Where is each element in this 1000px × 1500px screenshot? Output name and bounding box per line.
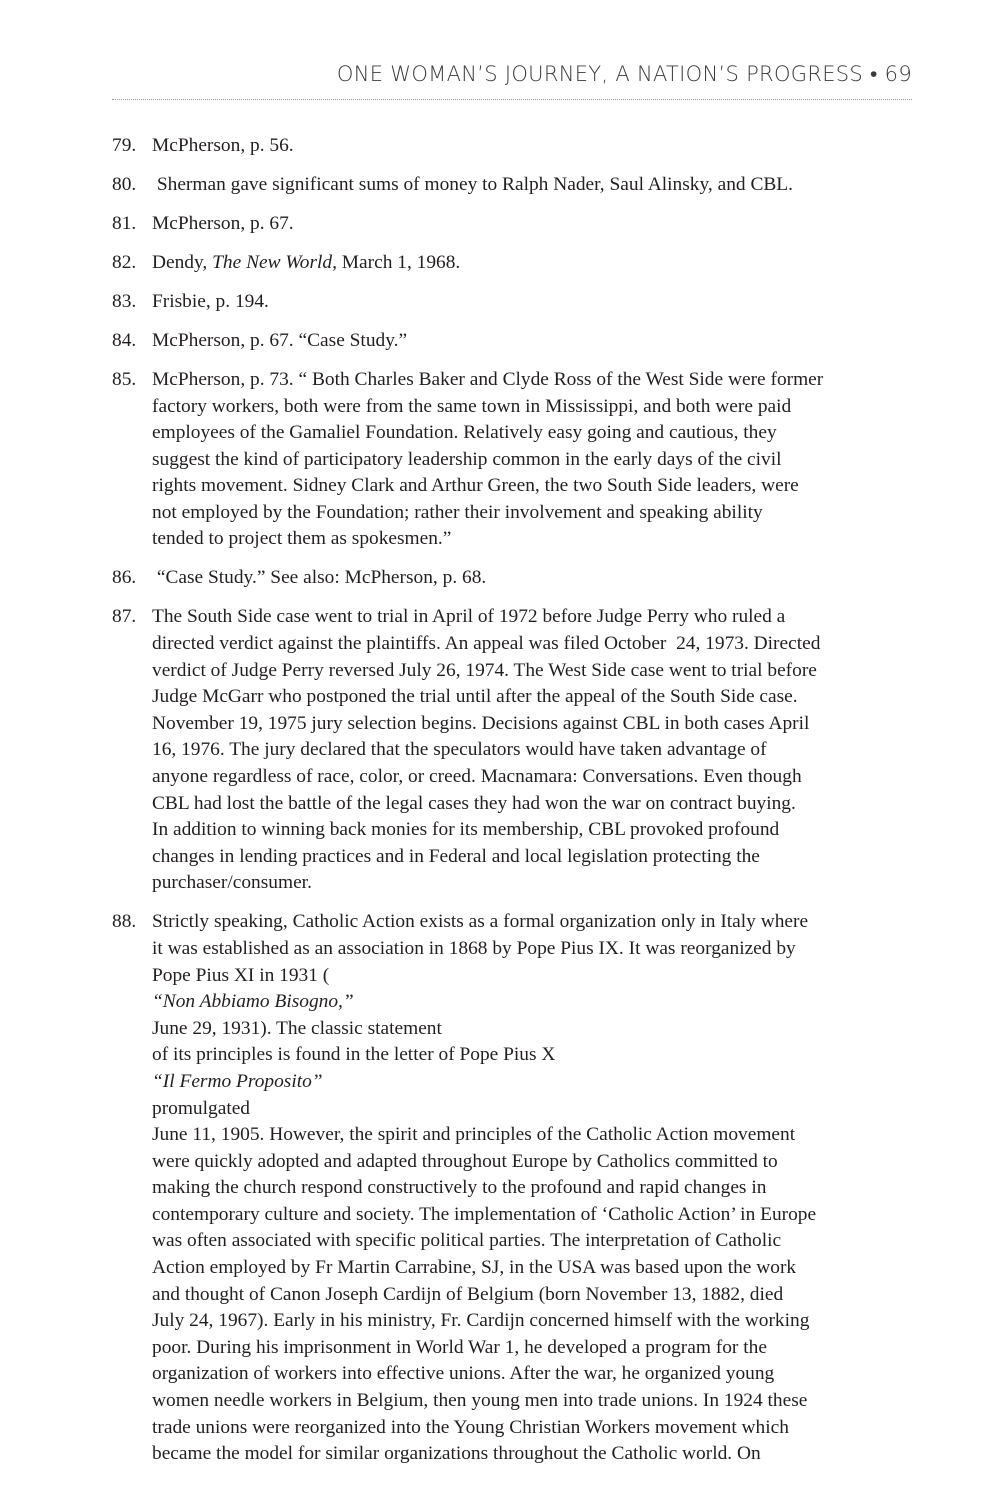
endnote-line: Judge McGarr who postponed the trial until after the appeal of the South Side case. [152, 686, 798, 708]
text-run: July 24, 1967). Early in his ministry, Fr. Cardijn concerned himself with the working [152, 1310, 810, 1332]
endnote-line [152, 1202, 912, 1229]
italic-title-run: “Il Fermo Proposito” [152, 1070, 323, 1092]
endnote-number: 82. [112, 251, 137, 273]
endnote-line [152, 1282, 912, 1309]
endnote-line: anyone regardless of race, color, or creed. Macnamara: Conversations. Even though [152, 766, 802, 787]
endnote-number: 88. [112, 911, 137, 933]
endnote-line: directed verdict against the plaintiffs. An appeal was filed October 24, 1973. Directed [152, 633, 821, 655]
endnote-84 [112, 328, 912, 355]
endnote-line: CBL had lost the battle of the legal cases they had won the war on contract buying. [152, 792, 796, 814]
endnote-line: employees of the Gamaliel Foundation. Relatively easy going and cautious, they [152, 422, 777, 444]
endnote-text: McPherson, p. 67. “Case Study.” [152, 329, 408, 351]
text-run: became the model for similar organizations throughout the Catholic world. On [152, 1443, 761, 1465]
endnote-text [152, 604, 912, 897]
text-run: promulgated [152, 1097, 251, 1119]
endnote-number: 80. [112, 173, 137, 195]
endnote-83 [112, 289, 912, 316]
text-run: making the church respond constructively to the profound and rapid changes in [152, 1177, 767, 1199]
text-run: it was established as an association in 1868 by Pope Pius IX. It was reorganized by [152, 937, 796, 959]
endnote-text: Frisbie, p. 194. [152, 290, 269, 312]
endnote-line [152, 1335, 912, 1362]
endnote-text: Sherman gave significant sums of money to Ralph Nader, Saul Alinsky, and CBL. [152, 173, 793, 195]
endnote-82 [112, 250, 912, 277]
endnote-line: verdict of Judge Perry reversed July 26, 1974. The West Side case went to trial before [152, 659, 817, 681]
endnote-line: rights movement. Sidney Clark and Arthur Green, the two South Side leaders, were [152, 475, 799, 497]
text-run: and thought of Canon Joseph Cardijn of Belgium (born November 13, 1882, died [152, 1283, 784, 1305]
endnote-line [152, 1149, 912, 1176]
endnote-number: 84. [112, 329, 137, 351]
endnote-line: changes in lending practices and in Federal and local legislation protecting the [152, 845, 760, 867]
italic-title-run: “Non Abbiamo Bisogno,” [152, 991, 354, 1013]
text-run: of its principles is found in the letter of Pope Pius X [152, 1044, 556, 1066]
endnotes-list [112, 133, 912, 1480]
text-run: women needle workers in Belgium, then young men into trade unions. In 1924 these [152, 1390, 808, 1412]
citation-author: Dendy, [152, 251, 213, 273]
endnote-80 [112, 172, 912, 199]
endnote-line [152, 963, 912, 1043]
text-run: June 29, 1931). The classic statement [152, 1017, 442, 1039]
endnote-86 [112, 565, 912, 592]
endnote-line: factory workers, both were from the same town in Mississippi, and both were paid [152, 395, 792, 417]
endnote-number: 81. [112, 212, 137, 234]
endnote-number: 86. [112, 567, 137, 589]
endnote-text: “Case Study.” See also: McPherson, p. 68. [152, 567, 487, 589]
endnote-number: 87. [112, 606, 137, 628]
endnote-line [152, 1388, 912, 1415]
text-run: contemporary culture and society. The implementation of ‘Catholic Action’ in Europe [152, 1203, 817, 1225]
endnote-line [152, 1361, 912, 1388]
text-run: poor. During his imprisonment in World War 1, he developed a program for the [152, 1336, 767, 1358]
endnote-line: 16, 1976. The jury declared that the speculators would have taken advantage of [152, 739, 767, 761]
endnote-number: 83. [112, 290, 137, 312]
endnote-87 [112, 604, 912, 897]
endnote-line [152, 1175, 912, 1202]
endnote-line [152, 1255, 912, 1282]
endnote-85 [112, 367, 912, 553]
text-run: Strictly speaking, Catholic Action exists as a formal organization only in Italy where [152, 911, 809, 933]
endnote-text [152, 909, 912, 1467]
text-run: organization of workers into effective unions. After the war, he organized young [152, 1363, 775, 1385]
endnote-number: 79. [112, 135, 137, 156]
endnote-line [152, 1228, 912, 1255]
text-run: were quickly adopted and adapted throughout Europe by Catholics committed to [152, 1150, 778, 1172]
endnote-line: tended to project them as spokesmen.” [152, 528, 452, 550]
endnote-line [152, 1122, 912, 1149]
endnote-line: The South Side case went to trial in April of 1972 before Judge Perry who ruled a [152, 606, 786, 628]
endnote-line [152, 1042, 912, 1122]
endnote-text [152, 250, 912, 277]
citation-date: March 1, 1968. [336, 251, 461, 273]
endnote-88 [112, 909, 912, 1467]
endnote-line [152, 936, 912, 963]
endnote-line: In addition to winning back monies for its membership, CBL provoked profound [152, 819, 780, 841]
endnote-line [152, 1415, 912, 1442]
endnote-line [152, 1441, 912, 1468]
endnote-line [152, 1308, 912, 1335]
citation-title: The New World, [212, 251, 337, 273]
endnote-line [152, 909, 912, 936]
endnote-line: purchaser/consumer. [152, 872, 312, 894]
endnote-line: suggest the kind of participatory leadership common in the early days of the civil [152, 448, 782, 470]
endnote-line: McPherson, p. 73. “ Both Charles Baker and Clyde Ross of the West Side were former [152, 368, 824, 390]
endnote-79 [112, 133, 912, 160]
endnote-line: November 19, 1975 jury selection begins. Decisions against CBL in both cases April [152, 712, 810, 734]
endnote-line: not employed by the Foundation; rather their involvement and speaking ability [152, 501, 763, 523]
text-run: trade unions were reorganized into the Young Christian Workers movement which [152, 1416, 789, 1438]
running-header: ONE WOMAN’S JOURNEY, A NATION’S PROGRESS • 69 [336, 62, 912, 86]
endnote-number: 85. [112, 368, 137, 390]
text-run: Action employed by Fr Martin Carrabine, SJ, in the USA was based upon the work [152, 1257, 797, 1279]
endnote-text: McPherson, p. 67. [152, 212, 294, 234]
text-run: June 11, 1905. However, the spirit and principles of the Catholic Action movement [152, 1124, 796, 1146]
endnote-81 [112, 211, 912, 238]
header-dotted-rule [112, 99, 912, 100]
text-run: was often associated with specific political parties. The interpretation of Catholic [152, 1230, 782, 1252]
text-run: Pope Pius XI in 1931 ( [152, 964, 330, 986]
endnote-text [152, 367, 912, 553]
endnote-text: McPherson, p. 56. [152, 135, 294, 156]
